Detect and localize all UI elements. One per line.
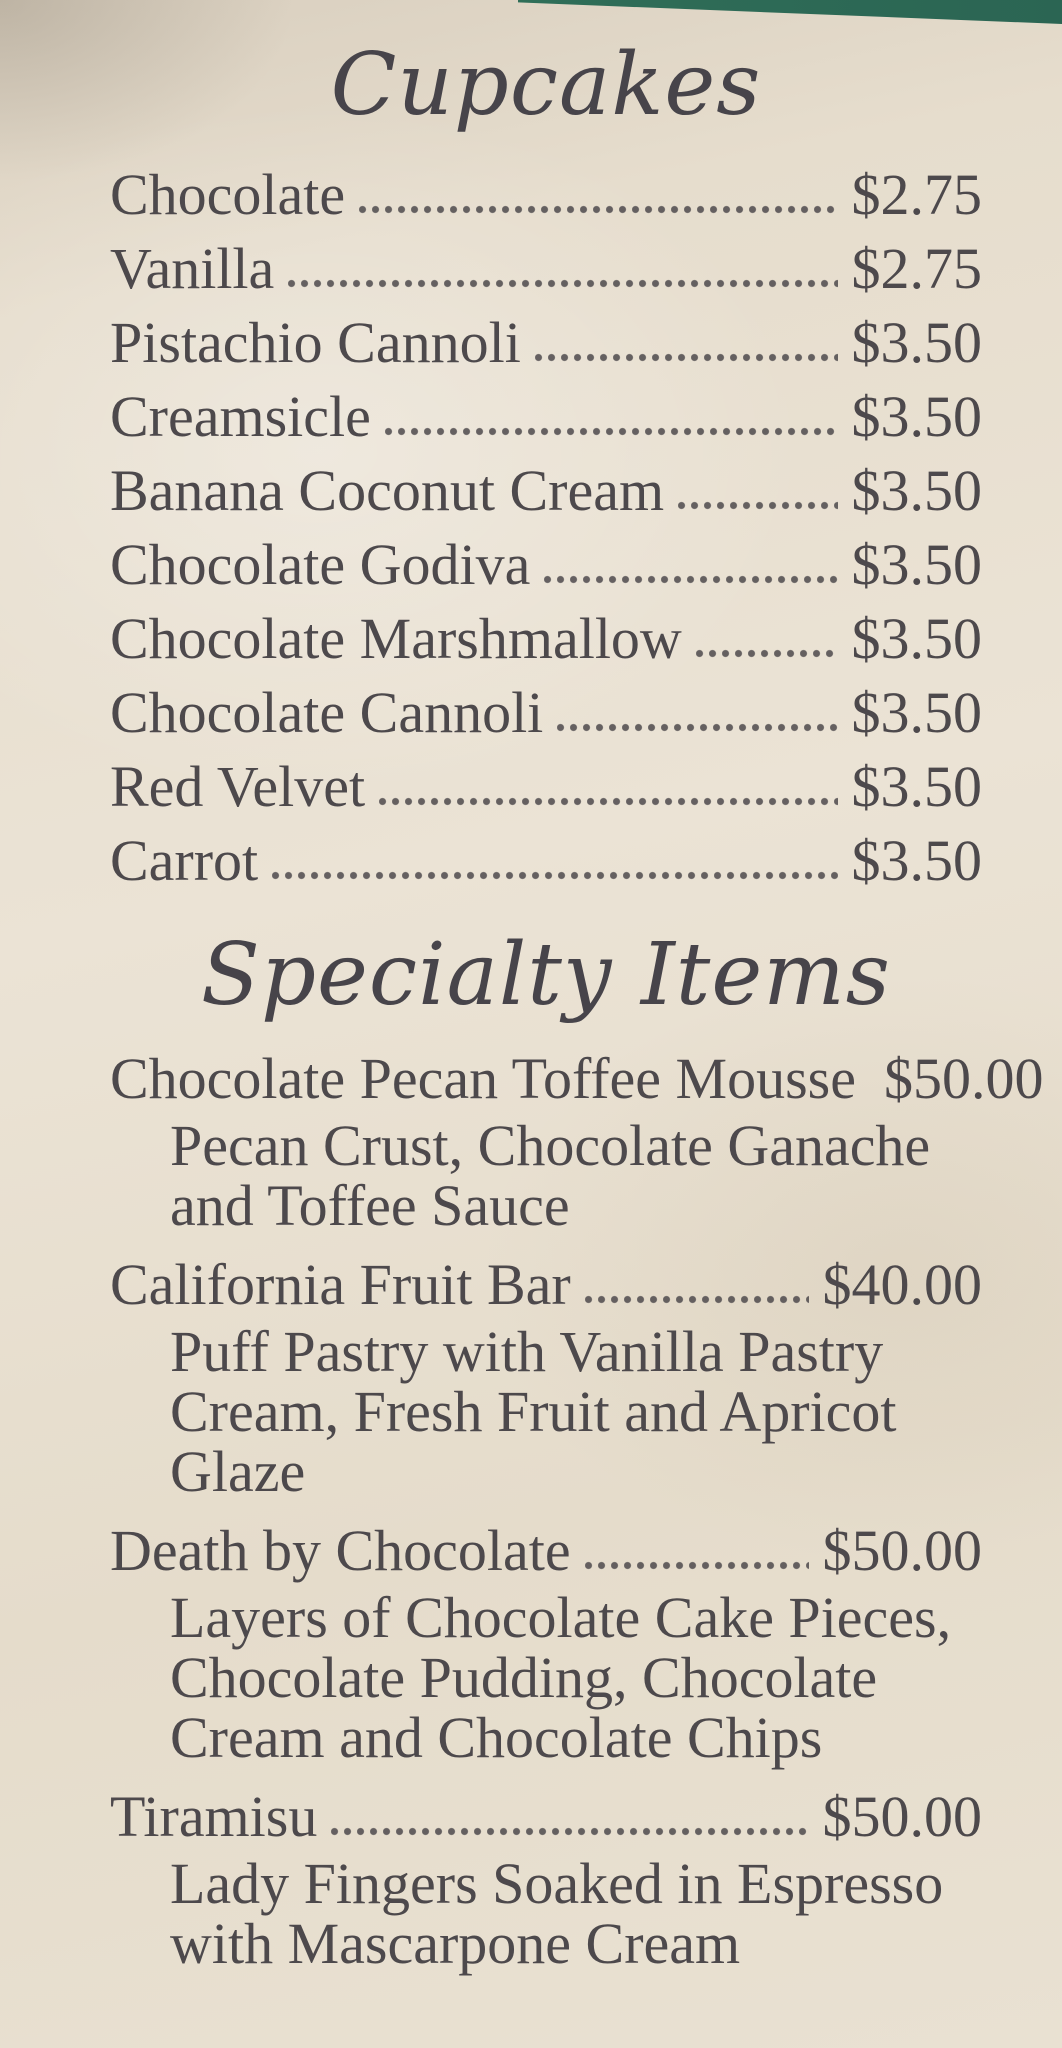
menu-item xyxy=(110,824,982,898)
item-price: $2.75 xyxy=(851,235,982,301)
item-name: Banana Coconut Cream xyxy=(110,457,665,523)
dotted-leader xyxy=(385,427,838,436)
menu-item xyxy=(110,158,982,232)
item-name: Tiramisu xyxy=(110,1784,318,1850)
item-price: $50.00 xyxy=(822,1518,982,1584)
item-description xyxy=(170,1319,982,1505)
item-name-row xyxy=(110,1248,982,1322)
item-name: Pistachio Cannoli xyxy=(110,309,521,375)
menu-item xyxy=(110,750,982,824)
section-title-cupcakes: Cupcakes xyxy=(330,35,762,135)
menu-item xyxy=(110,380,982,454)
item-name-row xyxy=(110,1514,982,1588)
item-name: Red Velvet xyxy=(110,753,366,819)
dotted-leader xyxy=(544,575,837,584)
item-price: $50.00 xyxy=(884,1046,1044,1112)
item-description xyxy=(170,1113,982,1239)
item-price: $3.50 xyxy=(851,753,982,819)
item-description-line: with Mascarpone Cream xyxy=(170,1911,741,1977)
dotted-leader xyxy=(331,1827,808,1836)
item-description-line: Glaze xyxy=(170,1439,306,1505)
menu-page xyxy=(110,35,1044,1986)
menu-item xyxy=(110,528,982,602)
item-description-line: Chocolate Pudding, Chocolate xyxy=(170,1645,878,1711)
item-description-line: and Toffee Sauce xyxy=(170,1173,570,1239)
table-surface-edge xyxy=(518,0,1062,24)
item-description-line: Layers of Chocolate Cake Pieces, xyxy=(170,1585,952,1651)
dotted-leader xyxy=(557,723,837,732)
item-name: Death by Chocolate xyxy=(110,1518,571,1584)
menu-item xyxy=(110,602,982,676)
item-name: Creamsicle xyxy=(110,383,371,449)
item-description-line: Pecan Crust, Chocolate Ganache xyxy=(170,1113,931,1179)
item-description-line: Lady Fingers Soaked in Espresso xyxy=(170,1851,944,1917)
menu-item xyxy=(110,454,982,528)
item-price: $2.75 xyxy=(851,161,982,227)
item-description-line: Cream, Fresh Fruit and Apricot xyxy=(170,1379,897,1445)
item-price: $3.50 xyxy=(851,605,982,671)
item-name-row xyxy=(110,1042,1044,1116)
menu-item xyxy=(110,1042,1044,1239)
item-name: Carrot xyxy=(110,827,259,893)
item-description xyxy=(170,1585,982,1771)
item-price: $3.50 xyxy=(851,531,982,597)
cupcakes-item-list xyxy=(110,158,982,898)
dotted-leader xyxy=(379,797,837,806)
item-price: $3.50 xyxy=(851,827,982,893)
dotted-leader xyxy=(272,871,837,880)
item-name: California Fruit Bar xyxy=(110,1252,571,1318)
menu-item xyxy=(110,232,982,306)
dotted-leader xyxy=(585,1561,809,1570)
item-description xyxy=(170,1851,982,1977)
dotted-leader xyxy=(678,501,837,510)
item-price: $3.50 xyxy=(851,457,982,523)
dotted-leader xyxy=(288,279,837,288)
item-price: $3.50 xyxy=(851,309,982,375)
item-description-line: Cream and Chocolate Chips xyxy=(170,1705,823,1771)
item-name: Vanilla xyxy=(110,235,275,301)
item-name: Chocolate xyxy=(110,161,346,227)
item-name: Chocolate Godiva xyxy=(110,531,531,597)
menu-item xyxy=(110,306,982,380)
item-name-row xyxy=(110,1780,982,1854)
item-price: $3.50 xyxy=(851,383,982,449)
dotted-leader xyxy=(585,1295,809,1304)
menu-item xyxy=(110,1248,982,1505)
item-name: Chocolate Cannoli xyxy=(110,679,544,745)
item-price: $50.00 xyxy=(822,1784,982,1850)
menu-item xyxy=(110,1514,982,1771)
item-name: Chocolate Pecan Toffee Mousse xyxy=(110,1046,856,1112)
section-title-specialty-items: Specialty Items xyxy=(201,924,891,1025)
dotted-leader xyxy=(535,353,838,362)
item-price: $3.50 xyxy=(851,679,982,745)
specialty-item-list xyxy=(110,1042,1044,1977)
menu-item xyxy=(110,1780,982,1977)
menu-item xyxy=(110,676,982,750)
item-name: Chocolate Marshmallow xyxy=(110,605,682,671)
dotted-leader xyxy=(696,649,838,658)
item-price: $40.00 xyxy=(822,1252,982,1318)
item-description-line: Puff Pastry with Vanilla Pastry xyxy=(170,1319,884,1385)
dotted-leader xyxy=(359,205,837,214)
